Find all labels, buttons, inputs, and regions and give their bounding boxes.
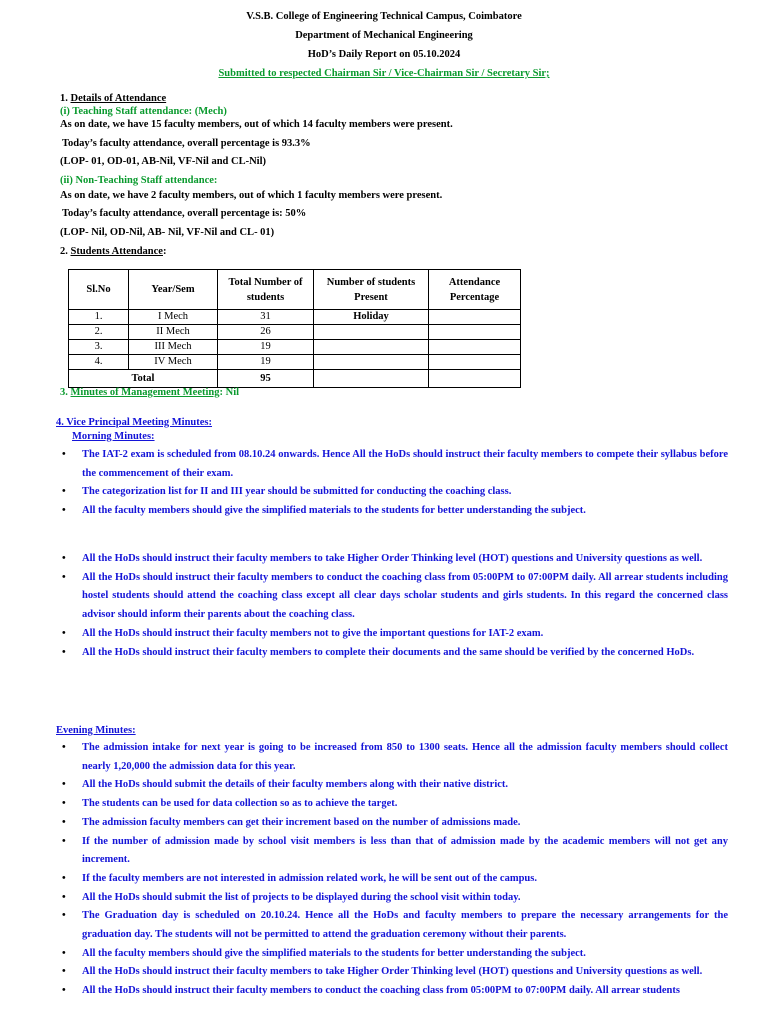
evening-minutes-title: Evening Minutes: [56, 725, 136, 736]
list-item [56, 776, 728, 795]
list-item [56, 795, 728, 814]
cell-present: Holiday [314, 310, 429, 325]
bullet-icon: • [62, 947, 66, 959]
table-total-row [69, 370, 521, 388]
list-item-text: All the HoDs should instruct their faculty members to complete their documents and the same should be verified by the concerned HoDs. [82, 646, 695, 658]
morning-minutes-list-b [56, 550, 728, 662]
total-label: Total [69, 370, 218, 388]
list-item-text: The Graduation day is scheduled on 20.10.24. Hence all the HoDs and faculty members to prepare the necessary arrangements for the graduation day. The students will not be permitted to attend the graduation ceremony without their parents. [82, 910, 728, 941]
list-item [56, 739, 728, 776]
column-header: Total Number of students [218, 270, 314, 310]
cell-sl: 1. [69, 310, 129, 325]
list-item-text: All the HoDs should instruct their faculty members to conduct the coaching class from 05:00PM to 07:00PM daily. All arrear students [82, 985, 680, 997]
attendance-title: Details of Attendance [70, 93, 167, 104]
list-item-text: The categorization list for II and III year should be submitted for conducting the coaching class. [82, 486, 512, 498]
section-number: 1. [60, 93, 71, 104]
column-header: Year/Sem [129, 270, 218, 310]
management-title: Minutes of Management Meeting [70, 387, 220, 398]
list-item [56, 569, 728, 625]
cell-percentage [429, 325, 521, 340]
cell-year: I Mech [129, 310, 218, 325]
vp-meeting-title: 4. Vice Principal Meeting Minutes: [56, 417, 213, 428]
column-header: Number of students Present [314, 270, 429, 310]
list-item [56, 625, 728, 644]
students-attendance-table [68, 269, 521, 388]
bullet-icon: • [62, 910, 66, 922]
teaching-line-2: Today’s faculty attendance, overall percentage is 93.3% [62, 138, 311, 149]
list-item-text: If the number of admission made by school visit members is less than that of admission made by the academic members will not get any increment. [82, 835, 728, 866]
list-item-text: If the faculty members are not interested in admission related work, he will be sent out of the campus. [82, 872, 537, 884]
list-item-text: The admission intake for next year is going to be increased from 850 to 1300 seats. Hence all the admission faculty members should collect nearly 1,20,000 the admission data for this year. [82, 742, 728, 772]
attendance-heading [60, 93, 166, 104]
bullet-icon: • [62, 891, 66, 903]
list-item [56, 945, 728, 964]
list-item [56, 889, 728, 908]
total-value: 95 [218, 370, 314, 388]
cell-present [314, 340, 429, 355]
list-item [56, 446, 728, 483]
list-item-text: All the faculty members should give the simplified materials to the students for better understanding the subject. [82, 505, 586, 517]
management-heading [60, 387, 239, 398]
students-title: Students Attendance [70, 246, 163, 257]
bullet-icon: • [62, 872, 66, 884]
list-item-text: All the faculty members should give the simplified materials to the students for better understanding the subject. [82, 947, 586, 959]
evening-minutes-list [56, 739, 728, 1001]
list-item [56, 907, 728, 944]
teaching-line-3: (LOP- 01, OD-01, AB-Nil, VF-Nil and CL-Nil) [60, 156, 267, 167]
cell-total: 19 [218, 340, 314, 355]
table-row [69, 325, 521, 340]
nonteaching-line-1: As on date, we have 2 faculty members, out of which 1 faculty members were present. [60, 190, 443, 201]
department-name: Department of Mechanical Engineering [295, 30, 473, 41]
bullet-icon: • [62, 816, 66, 828]
college-name: V.S.B. College of Engineering Technical Campus, Coimbatore [246, 11, 522, 22]
total-present [314, 370, 429, 388]
cell-total: 31 [218, 310, 314, 325]
nonteaching-heading: (ii) Non-Teaching Staff attendance: [60, 175, 218, 186]
nonteaching-line-3: (LOP- Nil, OD-Nil, AB- Nil, VF-Nil and CL- 01) [60, 227, 275, 238]
bullet-icon: • [62, 627, 66, 639]
cell-percentage [429, 355, 521, 370]
cell-sl: 3. [69, 340, 129, 355]
table-row [69, 355, 521, 370]
table-row [69, 310, 521, 325]
bullet-icon: • [62, 966, 66, 978]
cell-present [314, 355, 429, 370]
list-item-text: All the HoDs should instruct their faculty members to take Higher Order Thinking level (HOT) questions and University questions as well. [82, 966, 703, 978]
list-item-text: The students can be used for data collection so as to achieve the target. [82, 798, 398, 810]
cell-percentage [429, 310, 521, 325]
bullet-icon: • [62, 553, 66, 564]
management-value: : Nil [219, 387, 240, 398]
list-item [56, 833, 728, 870]
list-item-text: All the HoDs should submit the list of projects to be displayed during the school visit within today. [82, 891, 521, 903]
table-row [69, 340, 521, 355]
section-number: 3. [60, 387, 71, 398]
nonteaching-line-2: Today’s faculty attendance, overall percentage is: 50% [62, 208, 307, 219]
list-item-text: All the HoDs should instruct their faculty members to take Higher Order Thinking level (HOT) questions and University questions as well. [82, 553, 703, 564]
list-item [56, 814, 728, 833]
bullet-icon: • [62, 798, 66, 810]
list-item [56, 550, 728, 569]
list-item-text: All the HoDs should submit the details of their faculty members along with their native district. [82, 779, 509, 791]
list-item [56, 644, 728, 663]
list-item [56, 483, 728, 502]
bullet-icon: • [62, 742, 66, 753]
list-item-text: The IAT-2 exam is scheduled from 08.10.24 onwards. Hence All the HoDs should instruct their faculty members to compete their syllabus before the commencement of their exam. [82, 449, 728, 479]
list-item [56, 502, 728, 521]
bullet-icon: • [62, 505, 66, 517]
list-item [56, 870, 728, 889]
list-item [56, 982, 728, 1001]
cell-year: III Mech [129, 340, 218, 355]
cell-present [314, 325, 429, 340]
bullet-icon: • [62, 779, 66, 791]
submitted-to: Submitted to respected Chairman Sir / Vice-Chairman Sir / Secretary Sir; [218, 68, 550, 79]
list-item-text: All the HoDs should instruct their faculty members not to give the important questions for IAT-2 exam. [82, 627, 544, 639]
bullet-icon: • [62, 835, 66, 847]
bullet-icon: • [62, 449, 66, 460]
cell-year: II Mech [129, 325, 218, 340]
teaching-heading: (i) Teaching Staff attendance: (Mech) [60, 106, 227, 117]
bullet-icon: • [62, 646, 66, 658]
teaching-line-1: As on date, we have 15 faculty members, out of which 14 faculty members were present. [60, 119, 453, 130]
morning-minutes-list-a [56, 446, 728, 521]
bullet-icon: • [62, 571, 66, 583]
list-item-text: The admission faculty members can get their increment based on the number of admissions made. [82, 816, 521, 828]
section-number: 2. [60, 246, 71, 257]
cell-total: 26 [218, 325, 314, 340]
cell-total: 19 [218, 355, 314, 370]
cell-percentage [429, 340, 521, 355]
bullet-icon: • [62, 486, 66, 498]
column-header: Attendance Percentage [429, 270, 521, 310]
total-percentage [429, 370, 521, 388]
report-title: HoD’s Daily Report on 05.10.2024 [307, 49, 461, 60]
students-heading [60, 246, 166, 257]
list-item [56, 963, 728, 982]
colon: : [162, 246, 167, 257]
morning-minutes-title: Morning Minutes: [72, 431, 155, 442]
table-header-row [69, 270, 521, 310]
cell-sl: 4. [69, 355, 129, 370]
cell-year: IV Mech [129, 355, 218, 370]
column-header: Sl.No [69, 270, 129, 310]
cell-sl: 2. [69, 325, 129, 340]
list-item-text: All the HoDs should instruct their faculty members to conduct the coaching class from 05:00PM to 07:00PM daily. All arrear students including hostel students should attend the coaching class except all clear days scholar students and girls students. In this regard the concerned class advisor should inform their parents about the coaching class. [82, 571, 728, 621]
bullet-icon: • [62, 985, 66, 997]
